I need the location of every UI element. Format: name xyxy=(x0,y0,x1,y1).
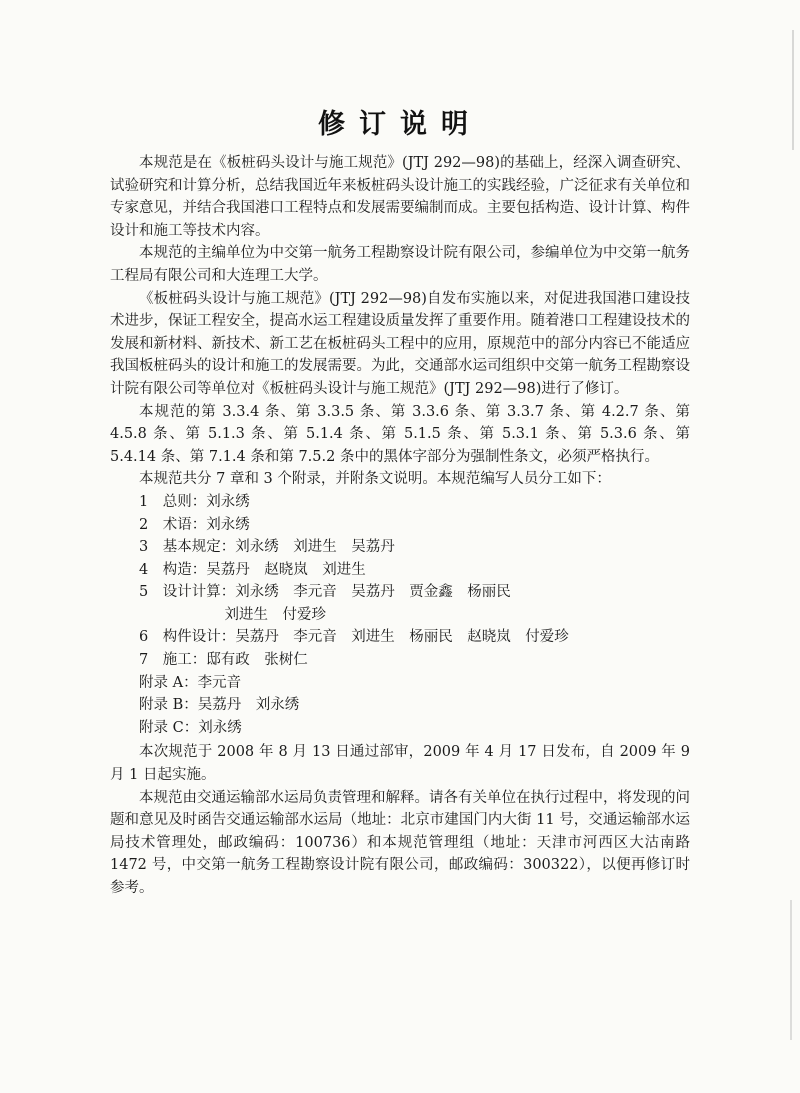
list-item: 附录 C：刘永绣 xyxy=(139,719,242,736)
list-item: 3 基本规定：刘永绣 刘进生 吴荔丹 xyxy=(139,539,395,556)
list-item: 附录 A：李元音 xyxy=(139,674,242,691)
list-item: 1 总则：刘永绣 xyxy=(139,493,250,510)
list-item: 4 构造：吴荔丹 赵晓岚 刘进生 xyxy=(139,561,366,578)
paragraph-contact: 本规范由交通运输部水运局负责管理和解释。请各有关单位在执行过程中，将发现的问题和意见及时函告交通运输部水运局（地址：北京市建国门内大街 11 号，交通运输部水运局技术管理处，邮政编码：100736）和本规范管理组（地址：天津市河西区大沽南路 1472 号，中交第一航务工程勘察设计院有限公司，邮政编码：300322），以便再修订时参考。 xyxy=(110,789,690,896)
list-item-continuation: 刘进生 付爱珍 xyxy=(224,606,327,623)
page-title: 修订说明 xyxy=(318,109,482,140)
paragraph-revision-reason: 《板桩码头设计与施工规范》(JTJ 292—98)自发布实施以来，对促进我国港口建设技术进步，保证工程安全，提高水运工程建设质量发挥了重要作用。随着港口工程建设技术的发展和新材料、新技术、新工艺在板桩码头工程中的应用，原规范中的部分内容已不能适应我国板桩码头的设计和施工的发展需要。为此，交通部水运司组织中交第一航务工程勘察设计院有限公司等单位对《板桩码头设计与施工规范》(JTJ 292—98)进行了修订。 xyxy=(110,290,690,397)
scan-margin-mark xyxy=(790,900,792,1040)
paragraph-mandatory-clauses: 本规范的第 3.3.4 条、第 3.3.5 条、第 3.3.6 条、第 3.3.7 条、第 4.2.7 条、第 4.5.8 条、第 5.1.3 条、第 5.1.4 条、第 5.1.5 条、第 5.3.1 条、第 5.3.6 条、第 5.4.14 条、第 7.1.4 条和第 7.5.2 条中的黑体字部分为强制性条文，必须严格执行。 xyxy=(110,403,690,465)
list-item: 5 设计计算：刘永绣 李元音 吴荔丹 贾金鑫 杨丽民 xyxy=(139,584,511,601)
paragraph-structure: 本规范共分 7 章和 3 个附录，并附条文说明。本规范编写人员分工如下： xyxy=(139,471,611,488)
authors-list xyxy=(110,491,690,740)
paragraph-effective-date: 本次规范于 2008 年 8 月 13 日通过部审，2009 年 4 月 17 日发布，自 2009 年 9 月 1 日起实施。 xyxy=(110,744,690,784)
list-item: 2 术语：刘永绣 xyxy=(139,516,250,533)
paragraph-editors: 本规范的主编单位为中交第一航务工程勘察设计院有限公司，参编单位为中交第一航务工程局有限公司和大连理工大学。 xyxy=(110,245,690,284)
document-body xyxy=(110,152,690,900)
list-item: 7 施工：邸有政 张树仁 xyxy=(139,652,308,669)
paragraph-basis: 本规范是在《板桩码头设计与施工规范》(JTJ 292—98)的基础上，经深入调查研究、试验研究和计算分析，总结我国近年来板桩码头设计施工的实践经验，广泛征求有关单位和专家意见，并结合我国港口工程特点和发展需要编制而成。主要包括构造、设计计算、构件设计和施工等技术内容。 xyxy=(110,155,690,239)
list-item: 附录 B：吴荔丹 刘永绣 xyxy=(139,697,300,714)
list-item: 6 构件设计：吴荔丹 李元音 刘进生 杨丽民 赵晓岚 付爱珍 xyxy=(139,629,569,646)
scan-margin-mark xyxy=(792,30,794,150)
